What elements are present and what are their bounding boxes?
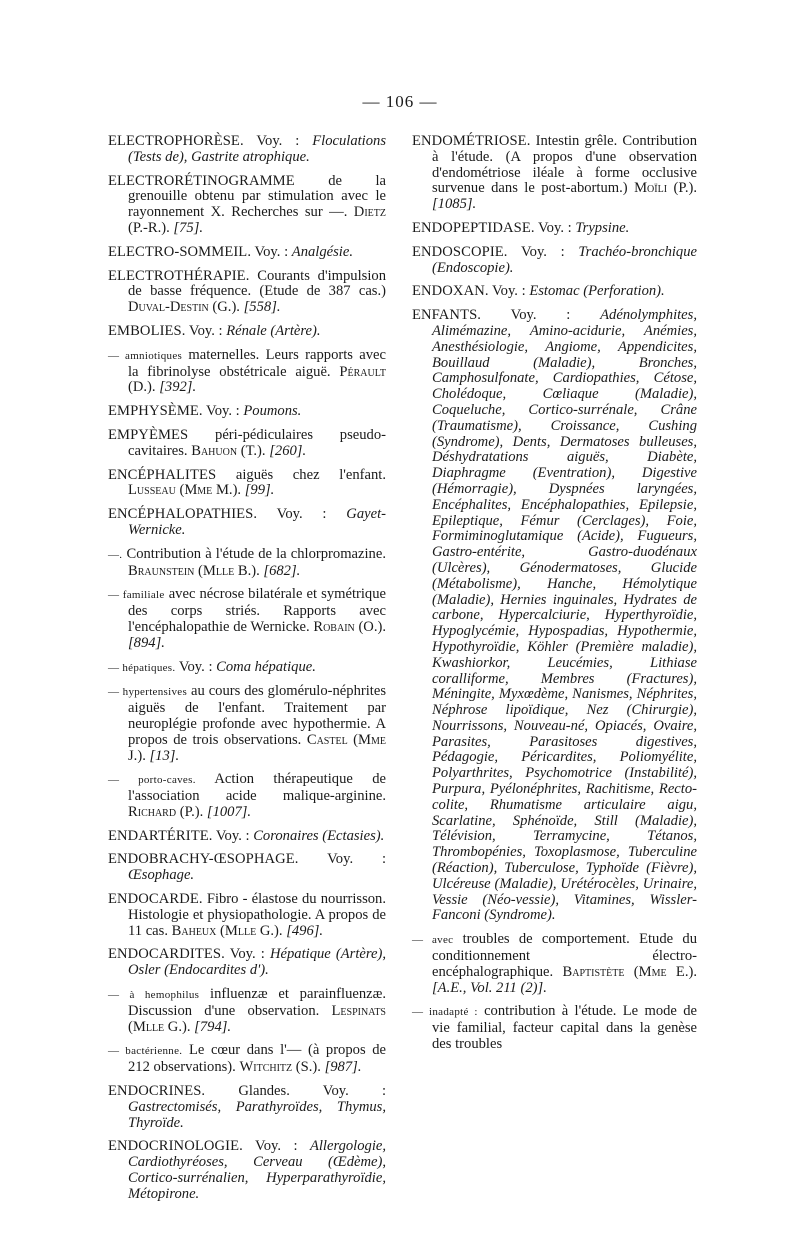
entry-heading: — avec [412,934,454,947]
see-also-label: Voy. : [327,851,387,868]
entry-text: troubles de comportement. Etude du conditionnement électro-encéphalographique. [432,931,697,980]
entry-heading: ENCÉPHALOPATHIES. [108,506,258,523]
see-also-label: Voy. : [538,219,572,236]
see-also-label: Voy. : [510,307,571,324]
index-entry [412,308,697,924]
entry-author: Baptistète (Mme E.). [562,963,697,980]
index-entry [412,134,697,213]
index-entry [108,324,386,340]
see-also-refs: Coma hépatique. [216,658,316,675]
entry-heading: ENDOCRINES. [108,1083,206,1100]
see-also-refs: Gayet-Wernicke. [128,506,386,538]
index-entry [108,1043,386,1076]
entry-reference: [13]. [149,747,180,764]
index-entry [412,245,697,277]
see-also-refs: Adénolymphites, Alimémazine, Amino-acidurie, Anémies, Anesthésiologie, Angiome, Appendicites, Bouillaud (Maladie), Bronches, Camphosulfonate, Cardiopathies, Cétose, Cholédoque, Cœliaque (Maladie), Coqueluche, Cortico-surrénale, Crâne (Traumatisme), Croissance, Cushing (Syndrome), Dents, Dermatoses bulleuses, Déshydratations aiguës, Diabète, Diaphragme (Eventration), Digestive (Hémorragie), Dyspnées laryngées, Encéphalites, Encéphalopathies, Epilepsie, Epileptique, Fémur (Cerclages), Foie, Formiminoglutamique (Acide), Fugueurs, Gastro-entérite, Gastro-duodénaux (Ulcères), Génodermatoses, Glucide (Métabolisme), Hanche, Hémolytique (Maladie), Hernies inguinales, Hydrates de carbone, Hypercalciurie, Hyperthyroïdie, Hypoglycémie, Hypospadias, Hypothermie, Hypothyroïdie, Köhler (Première maladie), Kwashiorkor, Leucémies, Lithiase coralliforme, Membres (Fractures), Méningite, Myxœdème, Nanismes, Néphrites, Néphrose lipoïdique, Nez (Chirurgie), Nourrissons, Nouveau-né, Opiacés, Ovaire, Parasites, Parasitoses digestives, Pédagogie, Péricardites, Poliomyélite, Polyarthrites, Psychomotrice (Instabilité), Purpura, Pyélonéphrites, Rachitisme, Recto-colite, Rhumatisme articulaire aigu, Scarlatine, Sphénoïde, Still (Maladie), Télévision, Terramycine, Tétanos, Thrombopénies, Toxoplasmose, Tuberculine (Réaction), Tuberculose, Typhoïde (Fièvre), Ulcéreuse (Maladie), Urétérocèles, Urinaire, Vessie (Néo-vessie), Vitamines, Wissler-Fanconi (Syndrome). [432,307,697,924]
see-also-label: Voy. : [256,133,300,149]
entry-heading: — amniotiques [108,349,183,362]
entry-reference: [260]. [269,442,307,459]
see-also-refs: Estomac (Perforation). [529,283,665,300]
entry-heading: ENDOXAN. [412,283,489,300]
entry-heading: — bactérienne. [108,1045,183,1058]
entry-author: Baheux (Mlle G.). [171,922,283,939]
entry-author: Braunstein (Mlle B.). [128,562,260,579]
entry-heading: ENDARTÉRITE. [108,827,213,844]
index-entry [108,660,386,677]
entry-heading: EMBOLIES. [108,322,186,339]
see-also-label: Voy. : [215,827,250,844]
see-also-refs: Œsophage. [128,867,195,884]
entry-author: Richard (P.). [128,803,204,820]
entry-text: de la grenouille obtenu par stimulation avec le rayonnement X. Recherches sur —. [128,172,386,221]
index-entry [108,404,386,420]
index-entry [108,892,386,939]
entry-heading: — hépatiques. [108,661,176,674]
index-entry [108,772,386,820]
entry-text: Action thérapeutique de l'association acide malique-arginine. [128,771,386,805]
index-entry [108,852,386,884]
index-entry [108,134,386,166]
index-entry [108,174,386,237]
see-also-label: Voy. : [255,1138,298,1155]
entry-author: Bahuon (T.). [191,442,266,459]
see-also-refs: Analgésie. [291,243,353,260]
index-entry [412,284,697,300]
index-entry [412,221,697,237]
right-column [412,134,697,1061]
left-column [108,134,386,1211]
see-also-refs: Gastrectomisés, Parathyroïdes, Thymus, Thyroïde. [128,1098,386,1131]
entry-heading: — inadapté : [412,1006,478,1019]
entry-reference: [99]. [244,482,275,499]
entry-heading: ELECTRORÉTINOGRAMME [108,172,295,189]
entry-heading: ENDOCARDITES. [108,946,225,963]
see-also-label: Voy. : [188,322,223,339]
see-also-refs: Allergologie, Cardiothyréoses, Cerveau (Œdème), Cortico-surrénalien, Hyperparathyroïdie, Métopirone. [128,1138,387,1202]
entry-heading: — familiale [108,589,165,602]
entry-text: avec nécrose bilatérale et symétrique des corps striés. Rapports avec l'encéphalopathie de Wernicke. [128,586,386,635]
index-entry [108,269,386,316]
entry-text: Le cœur dans l'— (à propos de 212 observations). [128,1042,386,1076]
entry-reference: [496]. [286,922,324,939]
entry-text: Courants d'impulsion de basse fréquence. (Etude de 387 cas.) [128,267,386,300]
entry-reference: [392]. [159,379,197,396]
entry-reference: [558]. [243,299,281,316]
entry-author: Castel (Mme J.). [128,731,387,764]
entry-author: Lusseau (Mme M.). [128,482,242,499]
entry-heading: — à hemophilus [108,989,200,1002]
index-entry [412,932,697,996]
index-entry [108,947,386,979]
index-entry [108,245,386,261]
entry-heading: ELECTROPHORÈSE. [108,133,244,149]
index-entry [108,587,386,651]
entry-reference: [75]. [173,219,204,236]
entry-text: maternelles. Leurs rapports avec la fibrinolyse obstétricale aiguë. [128,346,386,380]
see-also-label: Voy. : [492,283,526,300]
see-also-label: Voy. : [276,506,327,523]
entry-heading: ENDOBRACHY-ŒSOPHAGE. [108,851,299,868]
index-entry [108,468,386,500]
index-entry [108,987,386,1035]
index-entry [412,1004,697,1052]
see-also-label: Voy. : [229,946,265,963]
entry-heading: ELECTROTHÉRAPIE. [108,267,250,284]
entry-heading: ENDOMÉTRIOSE. [412,133,531,149]
index-entry [108,829,386,845]
entry-heading: ENDOPEPTIDASE. [412,219,535,236]
index-entry [108,547,386,580]
entry-reference: [1007]. [206,803,252,820]
see-also-refs: Trachéo-bronchique (Endoscopie). [432,243,697,276]
entry-heading: ENCÉPHALITES [108,466,217,483]
entry-author: Dietz (P.-R.). [128,204,386,236]
entry-heading: — hypertensives [108,686,188,699]
see-also-label: Voy. : [206,403,240,420]
index-entry [108,348,386,396]
see-also-refs: Rénale (Artère). [226,322,321,339]
see-also-label: Voy. : [178,658,213,675]
see-also-refs: Trypsine. [575,219,630,236]
entry-heading: ENDOCARDE. [108,891,203,908]
index-entry [108,507,386,539]
entry-text: contribution à l'étude. Le mode de vie familial, facteur capital dans la genèse des troubles [432,1003,697,1053]
entry-heading: —. [108,548,123,561]
index-entry [108,684,386,764]
entry-text: Glandes. Voy. : [238,1083,386,1100]
entry-heading: — porto-caves. [108,774,196,787]
entry-heading: EMPYÈMES [108,426,189,443]
entry-author: Witchitz (S.). [239,1059,321,1076]
entry-reference: [682]. [263,562,301,579]
entry-author: Lespinats (Mlle G.). [128,1002,386,1035]
entry-author: Robain (O.). [313,618,387,635]
see-also-refs: Poumons. [243,403,302,420]
see-also-label: Voy. : [254,243,289,260]
entry-text: Intestin grêle. Contribution à l'étude. (A propos d'une observation d'endométriose iléale à forme occlusive survenue dans le post-abortum.) [432,133,697,197]
entry-text: au cours des glomérulo-néphrites aiguës de l'enfant. Traitement par neuroplégie profonde avec hypothermie. A propos de trois observations. [128,683,386,748]
index-entry [108,1084,386,1131]
index-entry [108,428,386,460]
entry-text: Contribution à l'étude de la chlorpromazine. [126,545,386,562]
see-also-refs: Hépatique (Artère), Osler (Endocardites d'). [128,946,386,979]
entry-reference: [987]. [324,1059,362,1076]
entry-heading: ENFANTS. [412,307,482,324]
entry-author: Moïli (P.). [634,180,697,197]
see-also-refs: Floculations (Tests de), Gastrite atrophique. [128,133,387,165]
see-also-refs: Coronaires (Ectasies). [253,827,385,844]
entry-heading: ELECTRO-SOMMEIL. [108,243,252,260]
entry-text: péri-pédiculaires pseudo-cavitaires. [128,426,386,459]
entry-text: Fibro - élastose du nourrisson. Histologie et physiopathologie. A propos de 11 cas. [128,891,387,939]
entry-reference: [794]. [194,1018,232,1035]
see-also-label: Voy. : [520,243,565,260]
entry-author: Pérault (D.). [128,363,387,396]
entry-heading: ENDOSCOPIE. [412,243,508,260]
entry-heading: ENDOCRINOLOGIE. [108,1138,243,1155]
entry-heading: EMPHYSÈME. [108,403,203,420]
entry-reference: [894]. [128,634,165,651]
entry-reference: [1085]. [432,196,477,213]
entry-reference: [A.E., Vol. 211 (2)]. [432,979,547,996]
entry-author: Duval-Destin (G.). [128,299,240,316]
entry-text: aiguës chez l'enfant. [235,466,386,483]
index-entry [108,1139,386,1202]
entry-text: influenzæ et parainfluenzæ. Discussion d'une observation. [128,986,386,1019]
page-number: — 106 — [362,92,438,111]
